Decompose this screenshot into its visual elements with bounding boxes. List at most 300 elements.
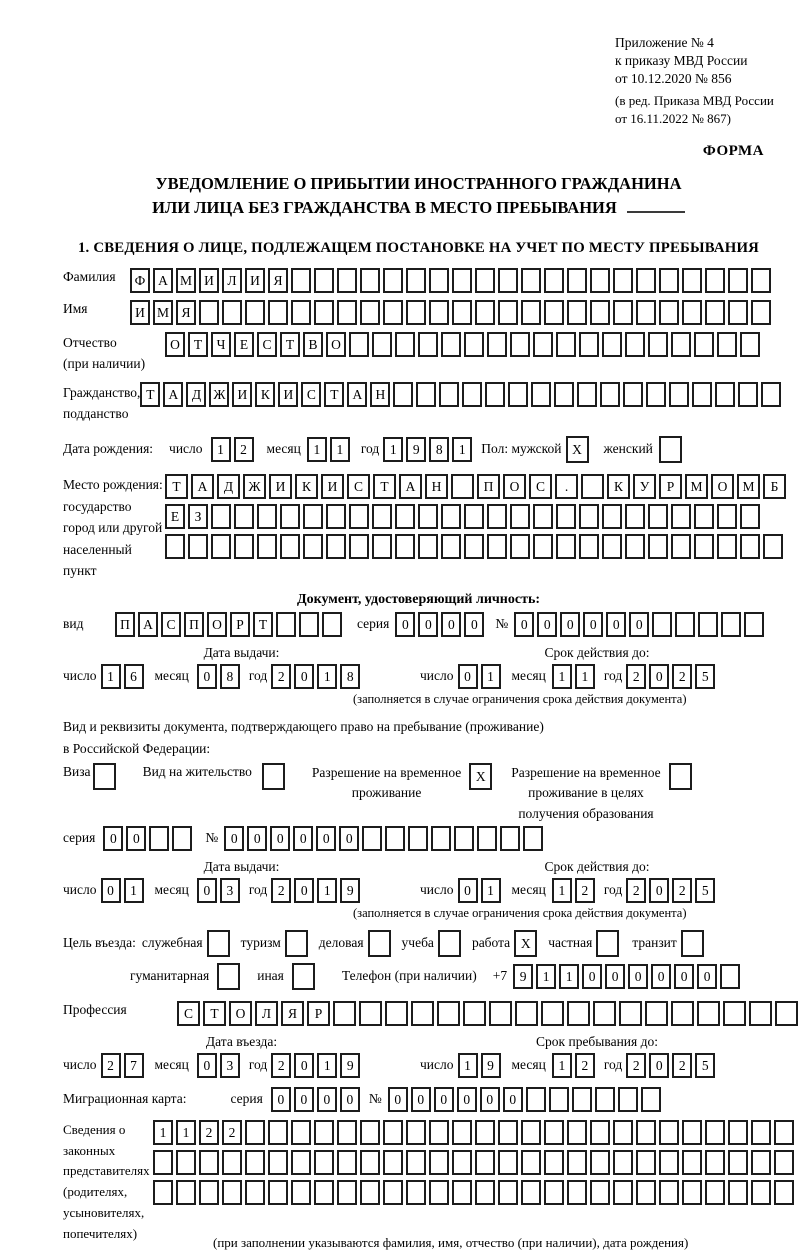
form-cell[interactable]: 0: [294, 878, 314, 903]
form-cell[interactable]: 0: [411, 1087, 431, 1112]
form-cell[interactable]: [268, 1150, 288, 1175]
form-cell[interactable]: П: [477, 474, 500, 499]
form-cell[interactable]: [590, 300, 610, 325]
form-cell[interactable]: Д: [217, 474, 240, 499]
form-cell[interactable]: 1: [458, 1053, 478, 1078]
form-cell[interactable]: [590, 1180, 610, 1205]
form-cell[interactable]: [659, 268, 679, 293]
form-cell[interactable]: [728, 1120, 748, 1145]
form-cell[interactable]: 0: [247, 826, 267, 851]
form-cell[interactable]: [188, 534, 208, 559]
form-cell[interactable]: 1: [552, 878, 572, 903]
form-cell[interactable]: [681, 930, 704, 957]
form-cell[interactable]: [362, 826, 382, 851]
form-cell[interactable]: 2: [672, 1053, 692, 1078]
form-cell[interactable]: 0: [395, 612, 415, 637]
form-cell[interactable]: М: [685, 474, 708, 499]
form-cell[interactable]: [669, 382, 689, 407]
form-cell[interactable]: К: [255, 382, 275, 407]
form-cell[interactable]: А: [347, 382, 367, 407]
form-cell[interactable]: [694, 534, 714, 559]
form-cell[interactable]: [590, 268, 610, 293]
form-cell[interactable]: 2: [222, 1120, 242, 1145]
form-cell[interactable]: [694, 332, 714, 357]
form-cell[interactable]: Т: [324, 382, 344, 407]
form-cell[interactable]: [234, 504, 254, 529]
form-cell[interactable]: [659, 1150, 679, 1175]
form-cell[interactable]: И: [278, 382, 298, 407]
form-cell[interactable]: [774, 1180, 794, 1205]
form-cell[interactable]: [556, 534, 576, 559]
form-cell[interactable]: 0: [224, 826, 244, 851]
form-cell[interactable]: 0: [270, 826, 290, 851]
form-cell[interactable]: О: [165, 332, 185, 357]
form-cell[interactable]: [738, 382, 758, 407]
form-cell[interactable]: [359, 1001, 382, 1026]
form-cell[interactable]: [383, 1180, 403, 1205]
form-cell[interactable]: [636, 1150, 656, 1175]
form-cell[interactable]: [199, 1180, 219, 1205]
form-cell[interactable]: [682, 1150, 702, 1175]
form-cell[interactable]: [314, 300, 334, 325]
form-cell[interactable]: [623, 382, 643, 407]
form-cell[interactable]: О: [229, 1001, 252, 1026]
form-cell[interactable]: [500, 826, 520, 851]
form-cell[interactable]: Р: [307, 1001, 330, 1026]
form-cell[interactable]: [222, 300, 242, 325]
form-cell[interactable]: [383, 1150, 403, 1175]
form-cell[interactable]: 9: [340, 1053, 360, 1078]
form-cell[interactable]: [464, 332, 484, 357]
form-cell[interactable]: 0: [605, 964, 625, 989]
form-cell[interactable]: [245, 300, 265, 325]
form-cell[interactable]: [439, 382, 459, 407]
form-cell[interactable]: [682, 300, 702, 325]
form-cell[interactable]: [498, 268, 518, 293]
form-cell[interactable]: [199, 1150, 219, 1175]
form-cell[interactable]: 2: [575, 878, 595, 903]
form-cell[interactable]: [567, 1001, 590, 1026]
form-cell[interactable]: [531, 382, 551, 407]
form-cell[interactable]: Ж: [243, 474, 266, 499]
form-cell[interactable]: 0: [480, 1087, 500, 1112]
form-cell[interactable]: [751, 268, 771, 293]
form-cell[interactable]: [521, 1120, 541, 1145]
form-cell[interactable]: [477, 826, 497, 851]
form-cell[interactable]: А: [153, 268, 173, 293]
form-cell[interactable]: [671, 1001, 694, 1026]
form-cell[interactable]: [669, 763, 692, 790]
form-cell[interactable]: [406, 300, 426, 325]
form-cell[interactable]: [751, 300, 771, 325]
form-cell[interactable]: Е: [165, 504, 185, 529]
form-cell[interactable]: 1: [101, 664, 121, 689]
form-cell[interactable]: 0: [340, 1087, 360, 1112]
form-cell[interactable]: [619, 1001, 642, 1026]
form-cell[interactable]: [659, 1180, 679, 1205]
form-cell[interactable]: [268, 1120, 288, 1145]
form-cell[interactable]: Н: [425, 474, 448, 499]
form-cell[interactable]: 0: [339, 826, 359, 851]
form-cell[interactable]: 0: [434, 1087, 454, 1112]
form-cell[interactable]: [613, 1120, 633, 1145]
form-cell[interactable]: А: [138, 612, 158, 637]
form-cell[interactable]: [625, 534, 645, 559]
form-cell[interactable]: [333, 1001, 356, 1026]
form-cell[interactable]: 0: [457, 1087, 477, 1112]
form-cell[interactable]: [751, 1120, 771, 1145]
form-cell[interactable]: [774, 1150, 794, 1175]
form-cell[interactable]: 0: [697, 964, 717, 989]
form-cell[interactable]: 2: [271, 1053, 291, 1078]
form-cell[interactable]: [360, 1180, 380, 1205]
form-cell[interactable]: [93, 763, 116, 790]
form-cell[interactable]: [395, 504, 415, 529]
form-cell[interactable]: [556, 504, 576, 529]
form-cell[interactable]: [720, 964, 740, 989]
form-cell[interactable]: [349, 504, 369, 529]
form-cell[interactable]: [291, 1150, 311, 1175]
form-cell[interactable]: [613, 268, 633, 293]
form-cell[interactable]: [508, 382, 528, 407]
form-cell[interactable]: [475, 1150, 495, 1175]
form-cell[interactable]: [641, 1087, 661, 1112]
form-cell[interactable]: 2: [626, 664, 646, 689]
form-cell[interactable]: [383, 300, 403, 325]
form-cell[interactable]: [303, 504, 323, 529]
form-cell[interactable]: [728, 1180, 748, 1205]
form-cell[interactable]: [176, 1180, 196, 1205]
form-cell[interactable]: [176, 1150, 196, 1175]
form-cell[interactable]: [579, 504, 599, 529]
form-cell[interactable]: [567, 1180, 587, 1205]
form-cell[interactable]: 1: [481, 664, 501, 689]
form-cell[interactable]: [618, 1087, 638, 1112]
form-cell[interactable]: [199, 300, 219, 325]
form-cell[interactable]: [740, 504, 760, 529]
form-cell[interactable]: А: [191, 474, 214, 499]
form-cell[interactable]: [257, 534, 277, 559]
form-cell[interactable]: [406, 1120, 426, 1145]
form-cell[interactable]: С: [177, 1001, 200, 1026]
form-cell[interactable]: 0: [317, 1087, 337, 1112]
form-cell[interactable]: [349, 332, 369, 357]
form-cell[interactable]: 0: [606, 612, 626, 637]
form-cell[interactable]: 9: [340, 878, 360, 903]
form-cell[interactable]: 0: [583, 612, 603, 637]
form-cell[interactable]: 0: [294, 664, 314, 689]
form-cell[interactable]: [268, 300, 288, 325]
form-cell[interactable]: [751, 1150, 771, 1175]
form-cell[interactable]: 8: [340, 664, 360, 689]
form-cell[interactable]: 8: [220, 664, 240, 689]
form-cell[interactable]: [441, 534, 461, 559]
form-cell[interactable]: [372, 534, 392, 559]
form-cell[interactable]: 0: [197, 878, 217, 903]
form-cell[interactable]: [751, 1180, 771, 1205]
form-cell[interactable]: [452, 300, 472, 325]
form-cell[interactable]: [326, 504, 346, 529]
form-cell[interactable]: [775, 1001, 798, 1026]
form-cell[interactable]: [515, 1001, 538, 1026]
form-cell[interactable]: [245, 1120, 265, 1145]
form-cell[interactable]: [533, 534, 553, 559]
form-cell[interactable]: М: [737, 474, 760, 499]
form-cell[interactable]: [533, 504, 553, 529]
form-cell[interactable]: [521, 1180, 541, 1205]
form-cell[interactable]: [692, 382, 712, 407]
form-cell[interactable]: [245, 1180, 265, 1205]
form-cell[interactable]: [697, 1001, 720, 1026]
form-cell[interactable]: 7: [124, 1053, 144, 1078]
form-cell[interactable]: [360, 1150, 380, 1175]
form-cell[interactable]: Л: [222, 268, 242, 293]
form-cell[interactable]: [431, 826, 451, 851]
form-cell[interactable]: Н: [370, 382, 390, 407]
form-cell[interactable]: [475, 1120, 495, 1145]
form-cell[interactable]: О: [326, 332, 346, 357]
form-cell[interactable]: [314, 1120, 334, 1145]
form-cell[interactable]: 5: [695, 878, 715, 903]
form-cell[interactable]: [521, 268, 541, 293]
form-cell[interactable]: [299, 612, 319, 637]
form-cell[interactable]: [485, 382, 505, 407]
form-cell[interactable]: [337, 1120, 357, 1145]
form-cell[interactable]: [498, 300, 518, 325]
form-cell[interactable]: [625, 504, 645, 529]
form-cell[interactable]: [291, 1120, 311, 1145]
form-cell[interactable]: Ч: [211, 332, 231, 357]
form-cell[interactable]: 0: [293, 826, 313, 851]
form-cell[interactable]: [454, 826, 474, 851]
form-cell[interactable]: С: [161, 612, 181, 637]
form-cell[interactable]: 1: [559, 964, 579, 989]
form-cell[interactable]: А: [163, 382, 183, 407]
form-cell[interactable]: [416, 382, 436, 407]
form-cell[interactable]: [360, 300, 380, 325]
form-cell[interactable]: [590, 1120, 610, 1145]
form-cell[interactable]: [262, 763, 285, 790]
form-cell[interactable]: [487, 534, 507, 559]
form-cell[interactable]: 1: [383, 437, 403, 462]
form-cell[interactable]: [602, 332, 622, 357]
form-cell[interactable]: [593, 1001, 616, 1026]
form-cell[interactable]: 8: [429, 437, 449, 462]
form-cell[interactable]: [291, 300, 311, 325]
form-cell[interactable]: [705, 1120, 725, 1145]
form-cell[interactable]: 1: [176, 1120, 196, 1145]
form-cell[interactable]: [521, 1150, 541, 1175]
form-cell[interactable]: [728, 1150, 748, 1175]
form-cell[interactable]: [153, 1150, 173, 1175]
form-cell[interactable]: [385, 1001, 408, 1026]
form-cell[interactable]: Т: [188, 332, 208, 357]
form-cell[interactable]: [322, 612, 342, 637]
form-cell[interactable]: 0: [294, 1087, 314, 1112]
form-cell[interactable]: [337, 268, 357, 293]
form-cell[interactable]: [740, 332, 760, 357]
form-cell[interactable]: [694, 504, 714, 529]
form-cell[interactable]: [595, 1087, 615, 1112]
form-cell[interactable]: [441, 504, 461, 529]
form-cell[interactable]: [544, 1180, 564, 1205]
form-cell[interactable]: [659, 300, 679, 325]
form-cell[interactable]: .: [555, 474, 578, 499]
form-cell[interactable]: Б: [763, 474, 786, 499]
form-cell[interactable]: К: [607, 474, 630, 499]
form-cell[interactable]: [418, 504, 438, 529]
form-cell[interactable]: [475, 1180, 495, 1205]
form-cell[interactable]: 0: [514, 612, 534, 637]
form-cell[interactable]: 0: [629, 612, 649, 637]
form-cell[interactable]: [314, 1150, 334, 1175]
form-cell[interactable]: Ж: [209, 382, 229, 407]
form-cell[interactable]: С: [347, 474, 370, 499]
form-cell[interactable]: М: [176, 268, 196, 293]
form-cell[interactable]: [149, 826, 169, 851]
form-cell[interactable]: И: [232, 382, 252, 407]
form-cell[interactable]: 1: [575, 664, 595, 689]
form-cell[interactable]: 2: [101, 1053, 121, 1078]
form-cell[interactable]: 0: [441, 612, 461, 637]
form-cell[interactable]: [438, 930, 461, 957]
form-cell[interactable]: 1: [536, 964, 556, 989]
form-cell[interactable]: И: [245, 268, 265, 293]
form-cell[interactable]: [303, 534, 323, 559]
form-cell[interactable]: [579, 332, 599, 357]
form-cell[interactable]: [636, 300, 656, 325]
form-cell[interactable]: [234, 534, 254, 559]
form-cell[interactable]: [728, 268, 748, 293]
form-cell[interactable]: [452, 1180, 472, 1205]
form-cell[interactable]: 0: [458, 878, 478, 903]
form-cell[interactable]: [510, 504, 530, 529]
form-cell[interactable]: [544, 268, 564, 293]
form-cell[interactable]: 1: [452, 437, 472, 462]
form-cell[interactable]: [429, 1120, 449, 1145]
form-cell[interactable]: [749, 1001, 772, 1026]
form-cell[interactable]: 6: [124, 664, 144, 689]
form-cell[interactable]: [153, 1180, 173, 1205]
form-cell[interactable]: 2: [575, 1053, 595, 1078]
form-cell[interactable]: 0: [126, 826, 146, 851]
form-cell[interactable]: 1: [124, 878, 144, 903]
form-cell[interactable]: [521, 300, 541, 325]
form-cell[interactable]: Р: [659, 474, 682, 499]
form-cell[interactable]: [698, 612, 718, 637]
form-cell[interactable]: [280, 534, 300, 559]
form-cell[interactable]: [581, 474, 604, 499]
form-cell[interactable]: [549, 1087, 569, 1112]
form-cell[interactable]: А: [399, 474, 422, 499]
form-cell[interactable]: 1: [211, 437, 231, 462]
form-cell[interactable]: [437, 1001, 460, 1026]
form-cell[interactable]: 2: [672, 664, 692, 689]
form-cell[interactable]: [671, 332, 691, 357]
form-cell[interactable]: 1: [481, 878, 501, 903]
form-cell[interactable]: [645, 1001, 668, 1026]
form-cell[interactable]: Я: [281, 1001, 304, 1026]
form-cell[interactable]: Т: [253, 612, 273, 637]
form-cell[interactable]: 2: [271, 664, 291, 689]
form-cell[interactable]: [526, 1087, 546, 1112]
form-cell[interactable]: [636, 1120, 656, 1145]
form-cell[interactable]: Л: [255, 1001, 278, 1026]
form-cell[interactable]: 0: [649, 1053, 669, 1078]
form-cell[interactable]: 3: [220, 878, 240, 903]
form-cell[interactable]: [285, 930, 308, 957]
form-cell[interactable]: 1: [307, 437, 327, 462]
form-cell[interactable]: [411, 1001, 434, 1026]
form-cell[interactable]: [728, 300, 748, 325]
form-cell[interactable]: 0: [649, 664, 669, 689]
form-cell[interactable]: Т: [165, 474, 188, 499]
form-cell[interactable]: 2: [672, 878, 692, 903]
form-cell[interactable]: [544, 300, 564, 325]
form-cell[interactable]: 0: [316, 826, 336, 851]
form-cell[interactable]: [715, 382, 735, 407]
form-cell[interactable]: 2: [234, 437, 254, 462]
form-cell[interactable]: [268, 1180, 288, 1205]
form-cell[interactable]: [406, 1180, 426, 1205]
form-cell[interactable]: [418, 534, 438, 559]
form-cell[interactable]: [349, 534, 369, 559]
form-cell[interactable]: [291, 268, 311, 293]
form-cell[interactable]: И: [130, 300, 150, 325]
form-cell[interactable]: У: [633, 474, 656, 499]
form-cell[interactable]: 0: [651, 964, 671, 989]
form-cell[interactable]: X: [514, 930, 537, 957]
form-cell[interactable]: Д: [186, 382, 206, 407]
form-cell[interactable]: Т: [373, 474, 396, 499]
form-cell[interactable]: О: [711, 474, 734, 499]
form-cell[interactable]: [675, 612, 695, 637]
form-cell[interactable]: [172, 826, 192, 851]
form-cell[interactable]: [721, 612, 741, 637]
form-cell[interactable]: М: [153, 300, 173, 325]
form-cell[interactable]: [613, 300, 633, 325]
form-cell[interactable]: 5: [695, 664, 715, 689]
form-cell[interactable]: [556, 332, 576, 357]
form-cell[interactable]: [406, 268, 426, 293]
form-cell[interactable]: [462, 382, 482, 407]
form-cell[interactable]: [429, 268, 449, 293]
form-cell[interactable]: Е: [234, 332, 254, 357]
form-cell[interactable]: 2: [626, 1053, 646, 1078]
form-cell[interactable]: В: [303, 332, 323, 357]
form-cell[interactable]: И: [269, 474, 292, 499]
form-cell[interactable]: 0: [101, 878, 121, 903]
form-cell[interactable]: З: [188, 504, 208, 529]
form-cell[interactable]: [648, 534, 668, 559]
form-cell[interactable]: 1: [552, 664, 572, 689]
form-cell[interactable]: 0: [458, 664, 478, 689]
form-cell[interactable]: [671, 504, 691, 529]
form-cell[interactable]: [682, 1180, 702, 1205]
form-cell[interactable]: [510, 332, 530, 357]
form-cell[interactable]: [217, 963, 240, 990]
form-cell[interactable]: [717, 504, 737, 529]
form-cell[interactable]: 0: [197, 664, 217, 689]
form-cell[interactable]: [596, 930, 619, 957]
form-cell[interactable]: [429, 1150, 449, 1175]
form-cell[interactable]: 1: [317, 1053, 337, 1078]
form-cell[interactable]: [337, 300, 357, 325]
form-cell[interactable]: [717, 534, 737, 559]
form-cell[interactable]: 9: [481, 1053, 501, 1078]
form-cell[interactable]: [579, 534, 599, 559]
form-cell[interactable]: [452, 1150, 472, 1175]
